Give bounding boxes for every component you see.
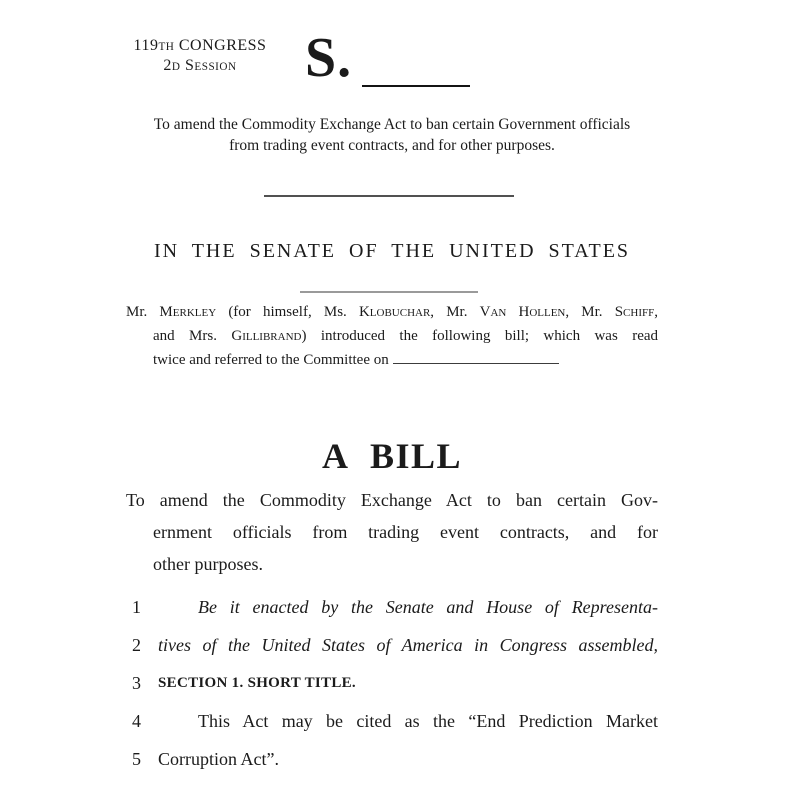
ordinal-suffix: ESSION xyxy=(194,61,237,73)
section-1-heading: SECTION 1. SHORT TITLE. xyxy=(158,675,356,691)
measure-title-line-2: from trading event contracts, and for other purposes. xyxy=(229,136,555,154)
line-number: 1 xyxy=(132,597,141,617)
bill-text-line xyxy=(132,664,658,702)
congress-number-line: 119TH CONGRESS xyxy=(133,37,267,54)
enacting-clause-line-1: Be it enacted by the Senate and House of Representa- xyxy=(198,597,658,617)
congress-session-block xyxy=(118,36,282,76)
bill-text-line xyxy=(132,588,658,626)
short-title-line-2: Corruption Act”. xyxy=(158,749,279,769)
session-line: 2D SESSION xyxy=(163,57,237,74)
sponsor-line-1: Mr. Merkley (for himself, Ms. Klobuchar, Mr. Van Hollen, Mr. Schiff, xyxy=(126,304,658,320)
horizontal-rule-top xyxy=(264,195,514,197)
sponsor-name: Schiff xyxy=(614,304,655,320)
bill-number-prefix: S. xyxy=(305,27,353,89)
ordinal-suffix: D xyxy=(171,61,181,73)
short-title-line-1: This Act may be cited as the “End Prediction Market xyxy=(198,711,658,731)
chamber-heading: IN THE SENATE OF THE UNITED STATES xyxy=(153,240,631,262)
preamble-line-3: other purposes. xyxy=(153,554,263,574)
line-number: 3 xyxy=(132,673,141,693)
enacting-clause-line-2: tives of the United States of America in Congress assembled, xyxy=(158,635,658,655)
ordinal-suffix: TH xyxy=(158,41,175,53)
sponsor-name: Gillibrand xyxy=(231,328,302,344)
bill-text-line xyxy=(132,740,658,778)
sponsor-name: Merkley xyxy=(159,304,217,320)
sponsor-line-3: twice and referred to the Committee on xyxy=(126,348,658,372)
sponsor-line-2: and Mrs. Gillibrand) introduced the following bill; which was read xyxy=(153,328,658,344)
committee-blank-line xyxy=(393,351,559,364)
bill-body xyxy=(132,588,658,778)
preamble-line-1: To amend the Commodity Exchange Act to ban certain Gov- xyxy=(126,490,658,510)
bill-text-line xyxy=(132,702,658,740)
bill-number-blank-line xyxy=(362,85,470,87)
line-number: 2 xyxy=(132,635,141,655)
horizontal-rule-short xyxy=(300,291,478,293)
line-number: 5 xyxy=(132,749,141,769)
sponsor-name: Klobuchar xyxy=(358,304,431,320)
line-number: 4 xyxy=(132,711,141,731)
measure-title xyxy=(92,115,692,156)
preamble-line-2: ernment officials from trading event contracts, and for xyxy=(153,522,658,542)
sponsor-statement xyxy=(126,300,658,372)
bill-heading: A BILL xyxy=(321,436,463,476)
preamble xyxy=(126,484,658,580)
bill-text-line xyxy=(132,626,658,664)
sponsor-name: Van Hollen xyxy=(479,304,566,320)
measure-title-line-1: To amend the Commodity Exchange Act to ban certain Government officials xyxy=(153,116,631,133)
